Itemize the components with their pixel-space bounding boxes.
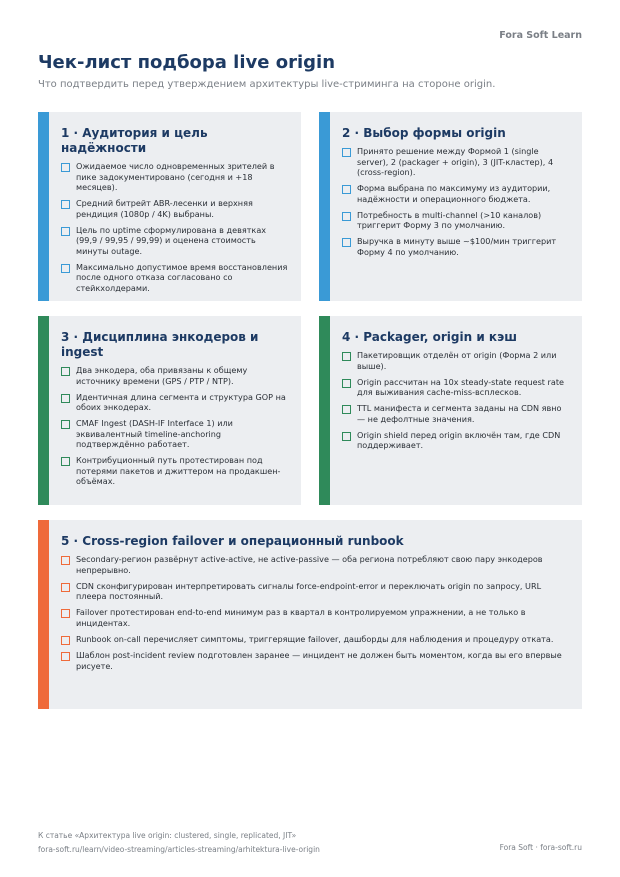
checklist-item-text: Ожидаемое число одновременных зрителей в пике задокументировано (сегодня и +18 месяцев). — [76, 161, 275, 192]
checkbox-icon[interactable] — [342, 212, 351, 221]
checklist-item-text: Failover протестирован end-to-end минимум раз в квартал в контролируемом упражнении, а не только в инцидентах. — [76, 607, 526, 628]
checklist-item-text: Два энкодера, оба привязаны к общему источнику времени (GPS / PTP / NTP). — [76, 365, 248, 386]
brand-label: Fora Soft Learn — [499, 30, 582, 41]
checklist-item-text: Принято решение между Формой 1 (single server), 2 (packager + origin), 3 (JIT-кластер), 4 (cross-region). — [357, 146, 554, 177]
checkbox-icon[interactable] — [61, 227, 70, 236]
section-heading: 2 · Выбор формы origin — [342, 126, 506, 140]
checklist-item[interactable] — [342, 146, 570, 178]
checklist-item[interactable] — [61, 418, 289, 450]
checklist-item[interactable] — [61, 161, 289, 193]
section-accent-bar — [38, 112, 49, 301]
section-card-failover — [38, 520, 582, 709]
checklist-item-text: Форма выбрана по максимуму из аудитории, надёжности и операционного бюджета. — [357, 183, 551, 204]
footer-site[interactable]: Fora Soft · fora-soft.ru — [499, 843, 582, 852]
checkbox-icon[interactable] — [61, 394, 70, 403]
checkbox-icon[interactable] — [342, 352, 351, 361]
section-heading: 1 · Аудитория и цель надёжности — [61, 126, 208, 155]
checklist-item-text: Контрибуционный путь протестирован под потерями пакетов и джиттером на продакшен-объёмах. — [76, 455, 281, 486]
checkbox-icon[interactable] — [342, 148, 351, 157]
footer-article: К статье «Архитектура live origin: clustered, single, replicated, JIT» — [38, 831, 297, 840]
checkbox-icon[interactable] — [61, 367, 70, 376]
checklist-item-text: CMAF Ingest (DASH-IF Interface 1) или эквивалентный timeline-anchoring подтверждённо работает. — [76, 418, 233, 449]
checklist-item[interactable] — [61, 392, 289, 413]
checklist-item-text: Цель по uptime сформулирована в девятках (99,9 / 99,95 / 99,99) и оценена стоимость минуты outage. — [76, 224, 267, 256]
checkbox-icon[interactable] — [61, 556, 70, 565]
checkbox-icon[interactable] — [61, 200, 70, 209]
checkbox-icon[interactable] — [61, 264, 70, 273]
section-heading: 4 · Packager, origin и кэш — [342, 330, 517, 344]
checkbox-icon[interactable] — [61, 420, 70, 429]
checklist-item-text: Максимально допустимое время восстановления после одного отказа согласовано со стейкхолдерами. — [76, 261, 288, 293]
checklist-item[interactable] — [61, 455, 289, 487]
checklist-item-text: TTL манифеста и сегмента заданы на CDN явно — не дефолтные значения. — [357, 403, 562, 424]
checklist-item[interactable] — [61, 262, 289, 294]
checkbox-icon[interactable] — [342, 238, 351, 247]
section-accent-bar — [38, 520, 49, 709]
page-subtitle: Что подтвердить перед утверждением архитектуры live-стриминга на стороне origin. — [38, 79, 496, 90]
section-heading: 3 · Дисциплина энкодеров и ingest — [61, 330, 259, 359]
checklist-item[interactable] — [342, 403, 570, 424]
section-card-audience — [38, 112, 301, 301]
checklist-item[interactable] — [61, 365, 289, 386]
checkbox-icon[interactable] — [61, 457, 70, 466]
checklist-item[interactable] — [342, 377, 570, 398]
checklist-item-text: Средний битрейт ABR-лесенки и верхняя рендиция (1080p / 4K) выбраны. — [76, 198, 253, 219]
section-heading: 5 · Cross-region failover и операционный runbook — [61, 534, 404, 548]
checklist-item-text: Runbook on-call перечисляет симптомы, триггерящие failover, дашборды для наблюдения и процедуру отката. — [76, 633, 554, 644]
checklist-item[interactable] — [61, 581, 570, 602]
section-card-packager — [319, 316, 582, 505]
checklist-item-text: Шаблон post-incident review подготовлен заранее — инцидент не должен быть моментом, когда вы его впервые рисуете. — [76, 650, 562, 671]
checkbox-icon[interactable] — [61, 652, 70, 661]
checklist-item[interactable] — [342, 183, 570, 204]
checklist-item[interactable] — [342, 210, 570, 231]
checkbox-icon[interactable] — [61, 163, 70, 172]
checklist-item[interactable] — [61, 634, 570, 645]
checkbox-icon[interactable] — [342, 405, 351, 414]
checklist-item-text: Origin рассчитан на 10x steady-state request rate для выживания cache-miss-всплесков. — [357, 376, 564, 397]
checkbox-icon[interactable] — [342, 379, 351, 388]
checklist-item[interactable] — [342, 430, 570, 451]
checklist-item[interactable] — [61, 607, 570, 628]
checklist-item[interactable] — [61, 554, 570, 575]
section-accent-bar — [319, 316, 330, 505]
checklist-item[interactable] — [342, 236, 570, 257]
checklist-item-text: Origin shield перед origin включён там, где CDN поддерживает. — [357, 429, 561, 450]
checklist-item-text: Secondary-регион развёрнут active-active, не active-passive — оба региона потребляют свою пару энкодеров непрерывно. — [76, 554, 543, 575]
section-accent-bar — [38, 316, 49, 505]
checklist-item[interactable] — [342, 350, 570, 371]
checkbox-icon[interactable] — [61, 636, 70, 645]
checklist-item-text: Потребность в multi-channel (>10 каналов) триггерит Форму 3 по умолчанию. — [357, 209, 542, 230]
checklist-item[interactable] — [61, 650, 570, 671]
checklist-item[interactable] — [61, 225, 289, 257]
checklist-item-text: Выручка в минуту выше ~$100/мин триггерит Форму 4 по умолчанию. — [357, 236, 557, 257]
checklist-item-text: Идентичная длина сегмента и структура GOP на обоих энкодерах. — [76, 391, 286, 412]
footer-url[interactable]: fora-soft.ru/learn/video-streaming/articles-streaming/arhitektura-live-origin — [38, 845, 320, 854]
checklist-item-text: Пакетировщик отделён от origin (Форма 2 или выше). — [357, 350, 557, 371]
checklist-item[interactable] — [61, 198, 289, 219]
section-card-origin-form — [319, 112, 582, 301]
checkbox-icon[interactable] — [342, 432, 351, 441]
checklist-item-text: CDN сконфигурирован интерпретировать сигналы force-endpoint-error и переключать origin по запросу, URL плеера постоянный. — [76, 580, 542, 601]
page-title: Чек-лист подбора live origin — [38, 52, 336, 73]
checkbox-icon[interactable] — [342, 185, 351, 194]
section-accent-bar — [319, 112, 330, 301]
checkbox-icon[interactable] — [61, 583, 70, 592]
section-card-encoders — [38, 316, 301, 505]
footer-source — [38, 829, 320, 857]
checkbox-icon[interactable] — [61, 609, 70, 618]
